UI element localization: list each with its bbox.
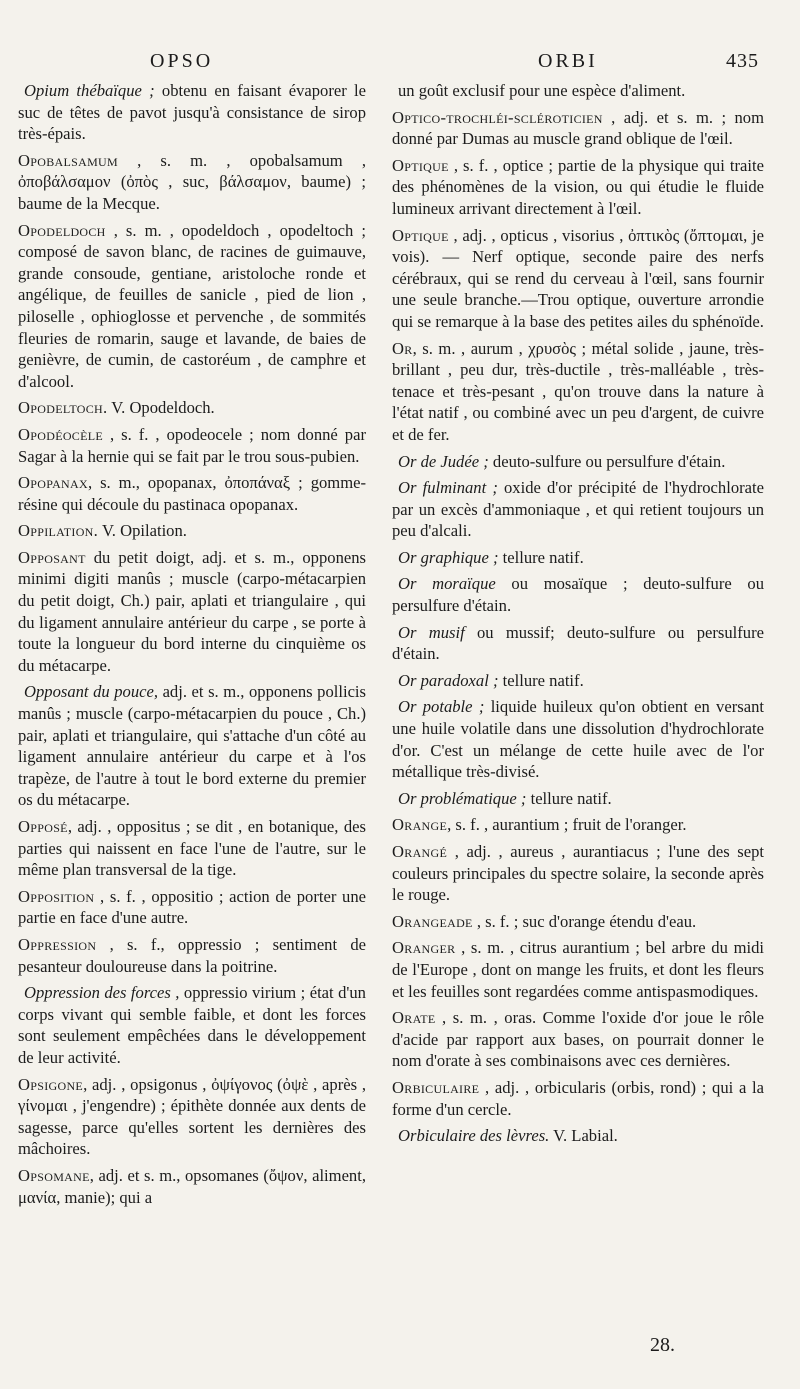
dictionary-entry: [18, 220, 366, 393]
entry-definition: ou mosaïque ; deuto-sulfure ou persulfure d'étain.: [392, 574, 764, 616]
entry-subheadword: Or musif: [398, 622, 465, 642]
entry-definition: tellure natif.: [498, 547, 584, 567]
entry-definition: un goût exclusif pour une espèce d'aliment.: [398, 81, 686, 100]
dictionary-entry: [18, 816, 366, 881]
dictionary-entry: [18, 397, 366, 419]
dictionary-entry: [392, 573, 764, 616]
dictionary-entry: [18, 982, 366, 1068]
entry-headword: Optico-trochléi-scléroticien: [392, 107, 603, 127]
entry-subheadword: Oppression des forces ,: [24, 983, 180, 1003]
entry-subheadword: Opium thébaïque ;: [24, 81, 155, 100]
entry-headword: Opopanax: [18, 473, 88, 493]
entry-definition: V. Opodeldoch.: [107, 398, 215, 418]
dictionary-entry: [392, 107, 764, 150]
dictionary-entry: [392, 1077, 764, 1120]
dictionary-entry: [392, 80, 764, 102]
entry-headword: Opsigone: [18, 1074, 84, 1094]
dictionary-entry: [18, 1074, 366, 1160]
entry-headword: Optique: [392, 225, 449, 245]
entry-definition: adj. et s. m., opponens pollicis manûs ; muscle (carpo-métacarpien du pouce , Ch.) pair, aplati et triangulaire, qui s'attache d'un côté au ligament annulaire antérieur du carpe et à l'os trapèze, de l'autre à tout le bord externe du premier os du métacarpe.: [18, 682, 366, 810]
entry-definition: liquide huileux qu'on obtient en versant une huile volatile dans une dissolution d'hydrochlorate d'or. C'est un mélange de cette huile avec de l'or métallique très-divisé.: [392, 697, 764, 782]
entry-subheadword: Opposant du pouce,: [24, 682, 159, 702]
dictionary-entry: [392, 788, 764, 810]
entry-headword: Optique: [392, 155, 449, 175]
entry-subheadword: Orbiculaire des lèvres.: [398, 1126, 550, 1146]
entry-headword: Opposant: [18, 547, 86, 567]
entry-definition: V. Labial.: [549, 1126, 618, 1146]
entry-definition: deuto-sulfure ou persulfure d'étain.: [488, 451, 726, 471]
entry-definition: , s. f. , oppositio ; action de porter une partie en face d'une autre.: [18, 886, 366, 928]
entry-definition: , s. f. , aurantium ; fruit de l'oranger.: [447, 815, 687, 835]
entry-definition: , adj. , opticus , visorius , ὀπτικὸς (ὄπτομαι, je vois). — Nerf optique, seconde paire des nerfs cérébraux, qui se rend du cerveau à l'œil, sans fournir une seule branche.—Trou optique, ouverture arrondie qui se remarque à la base des petites ailes du sphénoïde.: [392, 225, 764, 331]
entry-subheadword: Or de Judée ;: [398, 451, 489, 471]
entry-definition: , adj. et s. m., opsomanes (ὄψον, aliment, μανία, manie); qui a: [18, 1165, 366, 1207]
signature-mark: 28.: [650, 1334, 675, 1356]
dictionary-entry: [392, 937, 764, 1002]
entry-definition: tellure natif.: [498, 670, 584, 690]
dictionary-entry: [392, 547, 764, 569]
dictionary-entry: [18, 472, 366, 515]
entry-headword: Opobalsamum: [18, 150, 118, 170]
entry-definition: , s. m. , aurum , χρυσὸς ; métal solide , jaune, très-brillant , peu dur, très-ductile , très-malléable , très-tenace et très-pesant , qu'on trouve dans la nature à l'état natif , ou combiné avec un peu d'argent, de cuivre et de fer.: [392, 338, 764, 444]
entry-subheadword: Or paradoxal ;: [398, 670, 499, 690]
entry-headword: Or: [392, 338, 413, 358]
entry-definition: ou mussif; deuto-sulfure ou persulfure d'étain.: [392, 622, 764, 664]
entry-subheadword: Or problématique ;: [398, 788, 527, 808]
entry-definition: , s. m., opopanax, ὀποπάναξ ; gomme-résine qui découle du pastinaca opopanax.: [18, 473, 366, 514]
entry-headword: Oppilation.: [18, 521, 99, 541]
entry-headword: Opodeldoch: [18, 220, 106, 240]
dictionary-entry: [392, 911, 764, 933]
dictionary-entry: [392, 622, 764, 665]
entry-headword: Orate: [392, 1008, 436, 1028]
entry-definition: , adj. et s. m. ; nom donné par Dumas au muscle grand oblique de l'œil.: [392, 107, 764, 149]
dictionary-entry: [18, 886, 366, 929]
page-number: 435: [726, 50, 759, 72]
dictionary-entry: [392, 155, 764, 220]
entry-headword: Opposition: [18, 886, 95, 906]
entry-headword: Oranger: [392, 938, 456, 958]
entry-headword: Opodéocèle: [18, 424, 103, 444]
dictionary-entry: [18, 80, 366, 145]
left-column: [18, 80, 366, 1213]
dictionary-entry: [18, 681, 366, 811]
entry-definition: , s. m. , opobalsamum , ὀποβάλσαμον (ὀπὸς , suc, βάλσαμον, baume) ; baume de la Mecque.: [18, 150, 366, 213]
dictionary-entry: [392, 1125, 764, 1147]
entry-definition: , s. f. ; suc d'orange étendu d'eau.: [472, 911, 697, 931]
dictionary-entry: [392, 841, 764, 906]
entry-definition: , adj. , orbicularis (orbis, rond) ; qui a la forme d'un cercle.: [392, 1077, 764, 1119]
dictionary-entry: [392, 814, 764, 836]
entry-definition: , s. f. , opodeocele ; nom donné par Sagar à la hernie qui se fait par le trou sous-pubien.: [18, 424, 366, 466]
dictionary-entry: [392, 1007, 764, 1072]
entry-definition: oppressio virium ; état d'un corps vivant qui semble faible, et dont les forces sont seulement empêchées dans le développement de leur activité.: [18, 983, 366, 1067]
entry-headword: Opodeltoch.: [18, 398, 108, 418]
dictionary-entry: [392, 477, 764, 542]
entry-definition: oxide d'or précipité de l'hydrochlorate par un excès d'ammoniaque , et qui retient toujours un peu d'alcali.: [392, 478, 764, 541]
entry-definition: , adj. , aureus , aurantiacus ; l'une des sept couleurs principales du spectre solaire, la seconde après le rouge.: [392, 842, 764, 905]
entry-definition: , s. f. , optice ; partie de la physique qui traite des phénomènes de la vision, ou qui étudie le fluide lumineux arrivant directement à l'œil.: [392, 155, 764, 218]
entry-definition: tellure natif.: [526, 788, 612, 808]
dictionary-entry: [18, 150, 366, 215]
dictionary-entry: [18, 934, 366, 977]
entry-subheadword: Or graphique ;: [398, 547, 499, 567]
entry-subheadword: Or potable ;: [398, 697, 485, 717]
entry-definition: obtenu en faisant évaporer le suc de têtes de pavot jusqu'à consistance de sirop très-épais.: [18, 81, 367, 144]
dictionary-entry: [18, 1165, 366, 1208]
dictionary-entry: [392, 451, 764, 473]
dictionary-entry: [18, 520, 366, 542]
entry-definition: , s. m. , opodeldoch , opodeltoch ; composé de savon blanc, de racines de guimauve, grande consoude, gentiane, aristoloche ronde et angélique, de feuilles de sanicle , pied de lion , piloselle , ophioglosse et pervenche , de sommités fleuries de romarin, sauge et lavande, de baies de genièvre, de cumin, de castoréum , de camphre et d'alcool.: [18, 220, 366, 391]
dictionary-entry: [392, 670, 764, 692]
entry-definition: , s. m. , oras. Comme l'oxide d'or joue le rôle d'acide par rapport aux bases, on pourrait donner le nom d'orate à ses combinaisons avec ces dernières.: [392, 1008, 764, 1071]
entry-headword: Orangé: [392, 842, 448, 861]
entry-subheadword: Or fulminant ;: [398, 478, 498, 498]
entry-headword: Orbiculaire: [392, 1077, 480, 1097]
dictionary-entry: [392, 225, 764, 333]
entry-definition: du petit doigt, adj. et s. m., opponens minimi digiti manûs ; muscle (carpo-métacarpien du petit doigt, Ch.) pair, aplati et triangulaire , qui du ligament annulaire antérieur du carpe , se porte à toute la longueur du bord interne du cinquième os du métacarpe.: [18, 547, 366, 675]
entry-definition: , s. f., oppressio ; sentiment de pesanteur douloureuse dans la poitrine.: [18, 934, 366, 976]
entry-definition: , adj. , oppositus ; se dit , en botanique, des parties qui naissent en face l'une de l'autre, sur le même plan transversal de la tige.: [18, 817, 366, 880]
dictionary-entry: [392, 338, 764, 446]
entry-headword: Orange: [392, 815, 448, 835]
running-head-left: OPSO: [150, 50, 214, 72]
entry-headword: Orangeade: [392, 911, 473, 931]
entry-headword: Opposé: [18, 817, 68, 836]
dictionary-entry: [392, 696, 764, 782]
entry-subheadword: Or moraïque: [398, 574, 496, 594]
entry-definition: V. Opilation.: [98, 521, 187, 541]
dictionary-entry: [18, 547, 366, 677]
entry-definition: , adj. , opsigonus , ὀψίγονος (ὀψὲ , après , γίνομαι , j'engendre) ; épithète donnée aux dents de sagesse, parce qu'elles sortent les dernières des mâchoires.: [18, 1074, 366, 1159]
right-column: [392, 80, 764, 1152]
entry-definition: , s. m. , citrus aurantium ; bel arbre du midi de l'Europe , dont on mange les fruits, et dont les fleurs et les feuilles sont regardées comme antispasmodiques.: [392, 938, 764, 1001]
running-head-right: ORBI: [538, 50, 598, 72]
entry-headword: Opsomane: [18, 1165, 90, 1185]
dictionary-entry: [18, 424, 366, 467]
entry-headword: Oppression: [18, 934, 97, 954]
